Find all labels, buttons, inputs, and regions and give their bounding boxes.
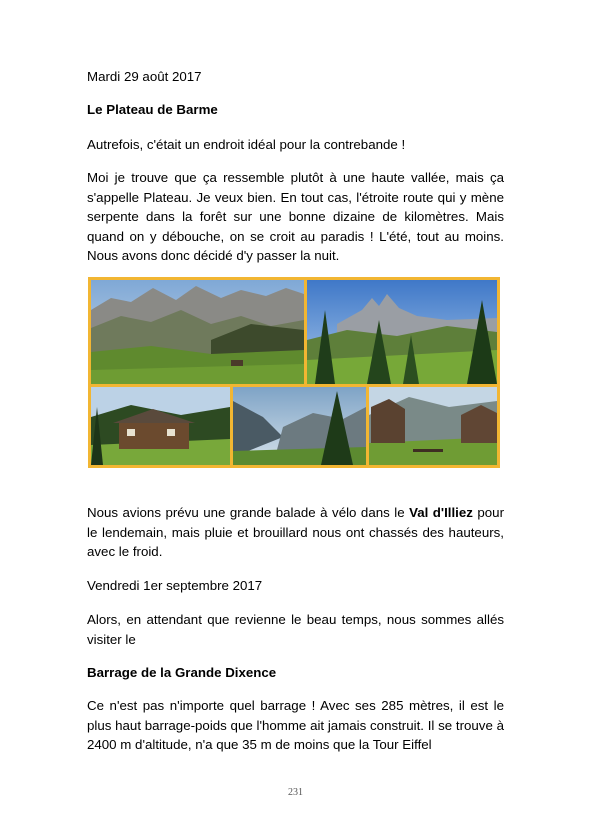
chalets-picnic-photo bbox=[369, 387, 497, 465]
date-entry-2: Vendredi 1er septembre 2017 bbox=[87, 578, 263, 593]
date-entry-1: Mardi 29 août 2017 bbox=[87, 69, 202, 84]
heading-barrage-grande-dixence: Barrage de la Grande Dixence bbox=[87, 665, 277, 680]
heading-plateau-de-barme: Le Plateau de Barme bbox=[87, 102, 218, 117]
paragraph-val-dilliez: Nous avions prévu une grande balade à vélo dans le Val d'Illiez pour le lendemain, mais pluie et brouillard nous ont chassés des hauteurs, avec le froid. bbox=[87, 505, 505, 559]
peaks-and-pines-photo bbox=[307, 280, 497, 384]
page-number: 231 bbox=[288, 787, 303, 798]
paragraph-contrebande: Autrefois, c'était un endroit idéal pour la contrebande ! bbox=[87, 137, 406, 152]
photo-collage bbox=[88, 277, 500, 468]
paragraph-beau-temps: Alors, en attendant que revienne le beau temps, nous sommes allés visiter le bbox=[87, 612, 504, 647]
paragraph-barrage: Ce n'est pas n'importe quel barrage ! Avec ses 285 mètres, il est le plus haut barrage-poids que l'homme ait jamais construit. Il se trouve à 2400 m d'altitude, n'a que 35 m de moins que la Tour Eiffel bbox=[87, 698, 504, 752]
chalet-photo bbox=[91, 387, 230, 465]
mountain-pasture-photo bbox=[91, 280, 304, 384]
paragraph-haute-vallee: Moi je trouve que ça ressemble plutôt à une haute vallée, mais ça s'appelle Plateau. Je veux bien. En tout cas, l'étroite route qui y mène serpente dans la forêt sur une bonne dizaine de kilomètres. Mais quand on y débouche, on se croit au paradis ! L'été, tout au moins. Nous avons donc décidé d'y passer la nuit. bbox=[87, 170, 504, 263]
valley-haze-photo bbox=[233, 387, 366, 465]
place-name-val-dilliez: Val d'Illiez bbox=[409, 505, 473, 520]
